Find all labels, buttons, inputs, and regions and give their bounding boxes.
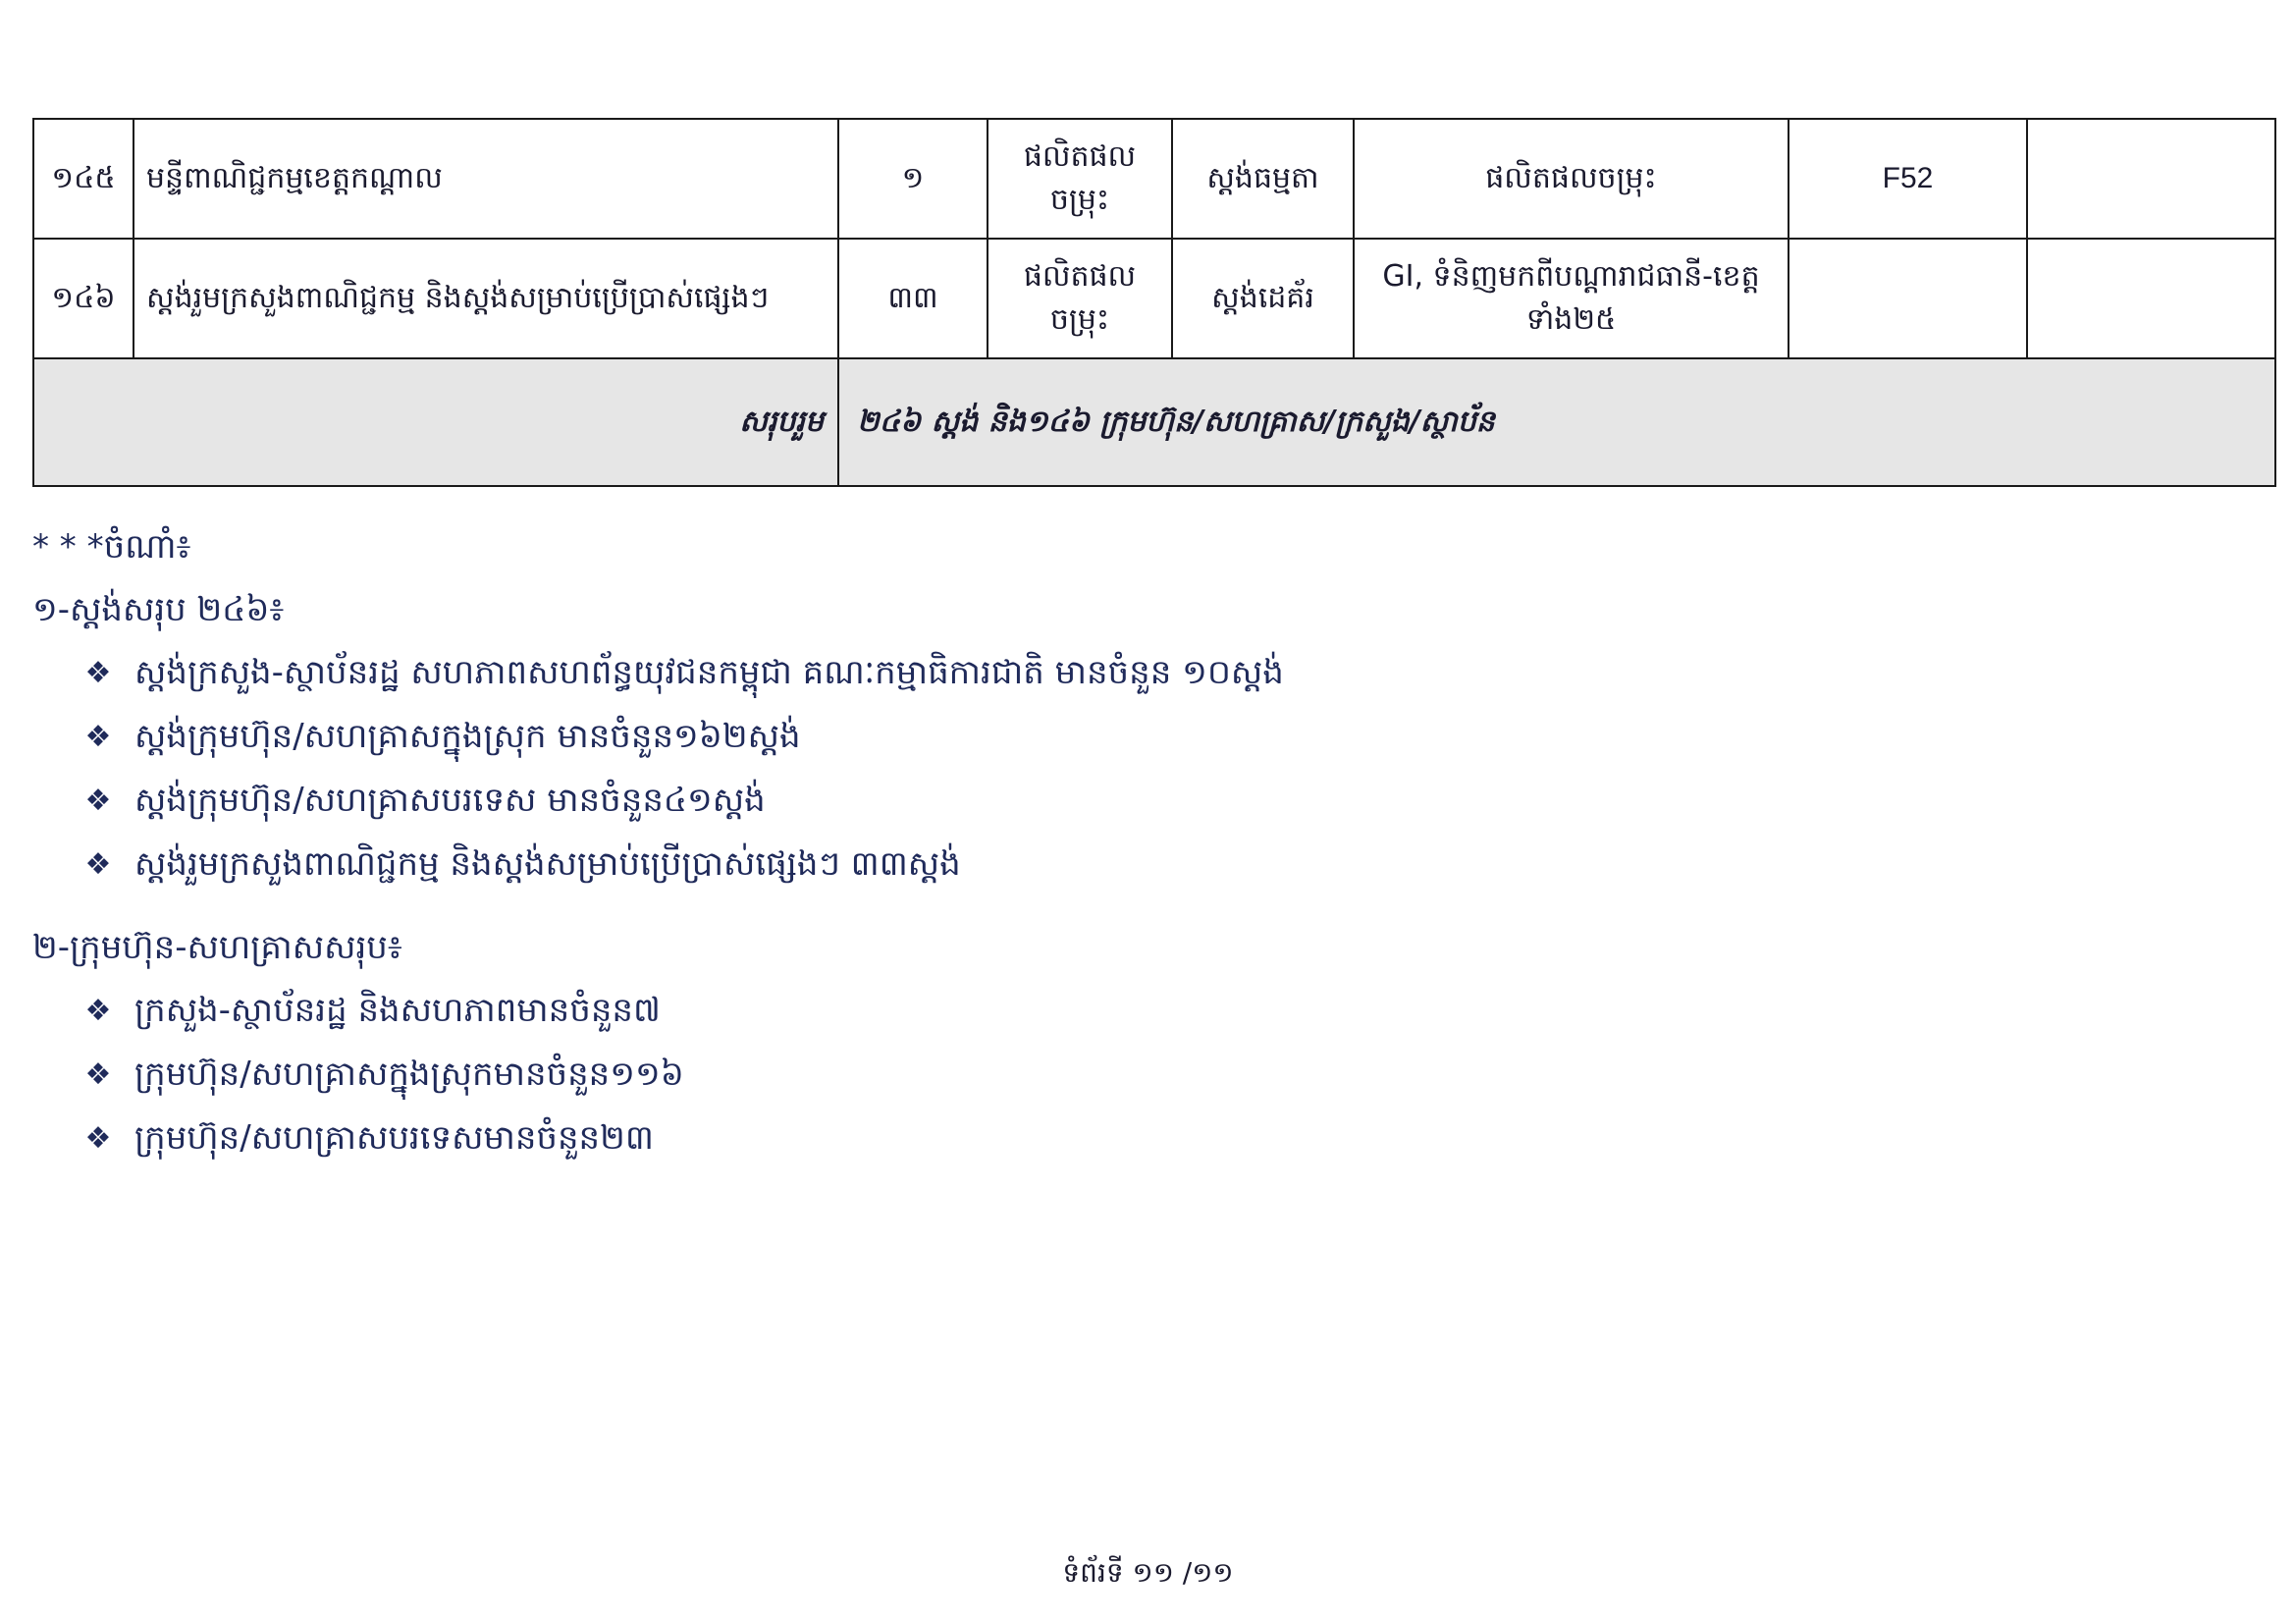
total-row xyxy=(33,358,2275,486)
diamond-bullet-icon: ❖ xyxy=(84,1057,112,1092)
list-item-text: ស្តង់ក្រសួង-ស្ថាប័នរដ្ឋ សហភាពសហព័ន្ធយុវជនកម្ពុជា គណៈកម្មាធិការជាតិ មានចំនួន ១០ស្តង់ xyxy=(134,653,1284,692)
list-item-text: ក្រុមហ៊ុន/សហគ្រាសបរទេសមានចំនួន២៣ xyxy=(134,1118,654,1158)
list-item xyxy=(32,769,2192,833)
section2-list xyxy=(32,979,2192,1170)
total-label: សរុបរួម xyxy=(33,358,838,486)
list-item-text: ស្តង់រួមក្រសួងពាណិជ្ជកម្ម និងស្តង់សម្រាប់ប្រើប្រាស់ផ្សេងៗ ៣៣ស្តង់ xyxy=(134,844,961,884)
list-item-text: ស្តង់ក្រុមហ៊ុន/សហគ្រាសក្នុងស្រុក មានចំនួន១៦២ស្តង់ xyxy=(134,717,801,756)
booth-code xyxy=(1789,239,2027,358)
booth-code: F52 xyxy=(1789,119,2027,239)
product-description xyxy=(1354,239,1789,358)
list-item xyxy=(32,979,2192,1043)
list-item xyxy=(32,1107,2192,1170)
table-row xyxy=(33,119,2275,239)
product-type-line1: ផលិតផល xyxy=(1023,259,1137,294)
diamond-bullet-icon: ❖ xyxy=(84,1121,112,1156)
product-type-line2: ចម្រុះ xyxy=(1049,302,1110,337)
list-item xyxy=(32,705,2192,769)
diamond-bullet-icon: ❖ xyxy=(84,847,112,882)
diamond-bullet-icon: ❖ xyxy=(84,784,112,818)
product-type xyxy=(988,119,1172,239)
diamond-bullet-icon: ❖ xyxy=(84,656,112,690)
section2-title: ២-ក្រុមហ៊ុន-សហគ្រាសសរុប៖ xyxy=(32,928,402,967)
table-row xyxy=(33,239,2275,358)
stand-count: ១ xyxy=(838,119,988,239)
company-name: ស្តង់រួមក្រសួងពាណិជ្ជកម្ម និងស្តង់សម្រាប់ប្រើប្រាស់ផ្សេងៗ xyxy=(133,239,838,358)
section1-title: ១-ស្តង់សរុប ២៤៦៖ xyxy=(32,590,285,629)
notes-section xyxy=(32,515,2192,1170)
row-number: ១៤៦ xyxy=(33,239,133,358)
diamond-bullet-icon: ❖ xyxy=(84,720,112,754)
list-item xyxy=(32,1043,2192,1107)
stand-count: ៣៣ xyxy=(838,239,988,358)
product-type-line2: ចម្រុះ xyxy=(1049,183,1110,217)
product-description xyxy=(1354,119,1789,239)
list-item-text: ស្តង់ក្រុមហ៊ុន/សហគ្រាសបរទេស មានចំនួន៤១ស្តង់ xyxy=(134,781,766,820)
list-item xyxy=(32,833,2192,896)
product-description-line1: GI, ទំនិញមកពីបណ្តារាជធានី-ខេត្ត xyxy=(1382,259,1760,294)
company-name: មន្ទីពាណិជ្ជកម្មខេត្តកណ្តាល xyxy=(133,119,838,239)
extra-cell xyxy=(2027,239,2275,358)
diamond-bullet-icon: ❖ xyxy=(84,994,112,1028)
page-number: ទំព័រទី ១១ /១១ xyxy=(1062,1556,1234,1589)
product-description-line1: ផលិតផលចម្រុះ xyxy=(1485,161,1657,195)
section1-list xyxy=(32,641,2192,896)
product-type-line1: ផលិតផល xyxy=(1023,139,1137,174)
row-number: ១៤៥ xyxy=(33,119,133,239)
extra-cell xyxy=(2027,119,2275,239)
notes-title: * * *ចំណាំ៖ xyxy=(32,527,191,567)
list-item xyxy=(32,641,2192,705)
product-description-line2: ទាំង២៥ xyxy=(1525,302,1617,337)
list-item-text: ក្រសួង-ស្ថាប័នរដ្ឋ និងសហភាពមានចំនួន៧ xyxy=(134,991,661,1030)
total-value: ២៤៦ ស្តង់ និង១៤៦ ក្រុមហ៊ុន/សហគ្រាស/ក្រសួង/ស្ថាប័ន xyxy=(838,358,2275,486)
stand-standard: ស្តង់ដេគ័រ xyxy=(1172,239,1354,358)
stand-standard: ស្តង់ធម្មតា xyxy=(1172,119,1354,239)
stand-table xyxy=(32,118,2276,487)
list-item-text: ក្រុមហ៊ុន/សហគ្រាសក្នុងស្រុកមានចំនួន១១៦ xyxy=(134,1055,684,1094)
product-type xyxy=(988,239,1172,358)
